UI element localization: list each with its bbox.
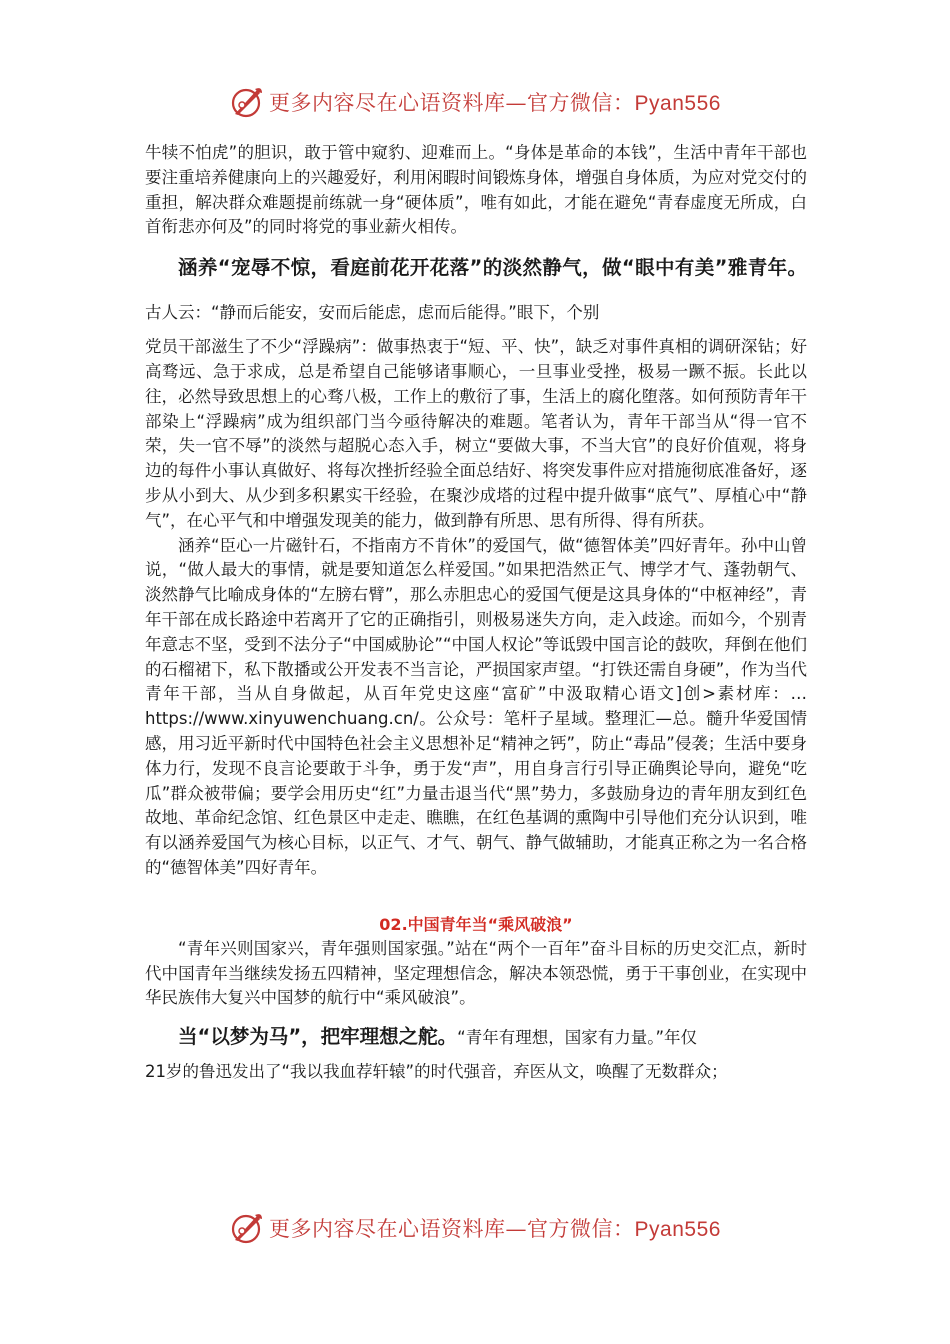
paragraph-2-lead bbox=[145, 246, 807, 335]
paragraph-1: 牛犊不怕虎”的胆识，敢于管中窥豹、迎难而上。“身体是革命的本钱”，生活中青年干部也要注重培养健康向上的兴趣爱好，利用闲暇时间锻炼身体，增强自身体质，为应对党交付的重担，解决群众难题提前练就一身“硬体质”，唯有如此，才能在避免“青春虚度无所成，白首衔悲亦何及”的同时将党的事业薪火相传。 bbox=[145, 143, 807, 237]
paragraph-5-intro: “青年有理想，国家有力量。”年仅 bbox=[457, 1028, 697, 1048]
paragraph-2-intro: 古人云：“静而后能安，安而后能虑，虑而后能得。”眼下，个别 bbox=[145, 303, 600, 323]
paragraph-4: “青年兴则国家兴，青年强则国家强。”站在“两个一百年”奋斗目标的历史交汇点，新时代中国青年当继续发扬五四精神，坚定理想信念，解决本领恐慌，勇于干事创业，在实现中华民族伟大复兴中国梦的航行中“乘风破浪”。 bbox=[145, 938, 807, 1008]
quill-pen-logo-icon bbox=[229, 1210, 265, 1246]
paragraph-5-heading: 当“以梦为马”，把牢理想之舵。 bbox=[178, 1025, 458, 1049]
page-footer-watermark bbox=[0, 1208, 950, 1248]
document-body bbox=[145, 141, 807, 1085]
paragraph-5-lead bbox=[145, 1015, 807, 1060]
watermark-text: 更多内容尽在心语资料库—官方微信：Pyan556 bbox=[269, 1217, 721, 1241]
page-header-watermark bbox=[0, 82, 950, 122]
paragraph-2-body: 党员干部滋生了不少“浮躁病”：做事热衷于“短、平、快”，缺乏对事件真相的调研深钻；好高骛远、急于求成，总是希望自己能够诸事顺心，一旦事业受挫，极易一蹶不振。长此以往，必然导致思想上的心骛八极，工作上的敷衍了事，生活上的腐化堕落。如何预防青年干部染上“浮躁病”成为组织部门当今亟待解决的难题。笔者认为，青年干部当从“得一官不荣，失一官不辱”的淡然与超脱心态入手，树立“要做大事，不当大官”的良好价值观，将身边的每件小事认真做好、将每次挫折经验全面总结好、将突发事件应对措施彻底准备好，逐步从小到大、从少到多积累实干经验，在聚沙成塔的过程中提升做事“底气”、厚植心中“静气”，在心平气和中增强发现美的能力，做到静有所思、思有所得、得有所获。 bbox=[145, 337, 807, 530]
section-title: 02.中国青年当“乘风破浪” bbox=[379, 914, 573, 934]
paragraph-5-body: 21岁的鲁迅发出了“我以我血荐轩辕”的时代强音，弃医从文，唤醒了无数群众； bbox=[145, 1062, 728, 1082]
paragraph-2-heading: 涵养“宠辱不惊，看庭前花开花落”的淡然静气，做“眼中有美”雅青年。 bbox=[178, 256, 807, 280]
paragraph-3: 涵养“臣心一片磁针石，不指南方不肯休”的爱国气，做“德智体美”四好青年。孙中山曾说，“做人最大的事情，就是要知道怎么样爱国。”如果把浩然正气、博学才气、蓬勃朝气、淡然静气比喻成身体的“左膀右臂”，那么赤胆忠心的爱国气便是这具身体的“中枢神经”，青年干部在成长路途中若离开了它的正确指引，则极易迷失方向，走入歧途。而如今，个别青年意志不坚，受到不法分子“中国威胁论”“中国人权论”等诋毁中国言论的鼓吹，拜倒在他们的石榴裙下，私下散播或公开发表不当言论，严损国家声望。“打铁还需自身硬”，作为当代青年干部，当从自身做起，从百年党史这座“富矿”中汲取精心语文]创>素材库：…https://www.xinyuwenchuang.cn/。公众号：笔杆子星域。整理汇—总。髓升华爱国情感，用习近平新时代中国特色社会主义思想补足“精神之钙”，防止“毒品”侵袭；生活中要身体力行，发现不良言论要敢于斗争，勇于发“声”，用自身言行引导正确舆论导向，避免“吃瓜”群众被带偏；要学会用历史“红”力量击退当代“黑”势力，多鼓励身边的青年朋友到红色故地、革命纪念馆、红色景区中走走、瞧瞧，在红色基调的熏陶中引导他们充分认识到，唯有以涵养爱国气为核心目标，以正气、才气、朝气、静气做辅助，才能真正称之为一名合格的“德智体美”四好青年。 bbox=[145, 535, 807, 877]
quill-pen-logo-icon bbox=[229, 84, 265, 120]
watermark-text: 更多内容尽在心语资料库—官方微信：Pyan556 bbox=[269, 91, 721, 115]
